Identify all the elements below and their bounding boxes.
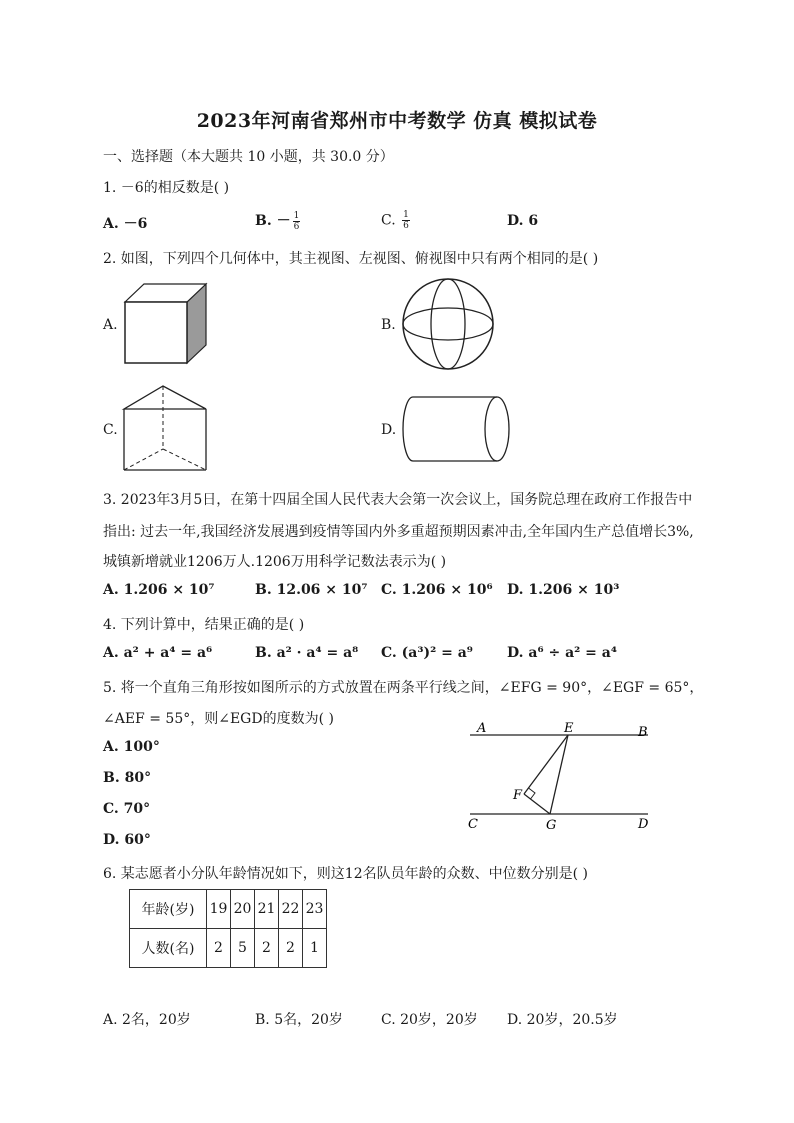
table-row [130, 890, 327, 929]
question-3-option-a: A. 1.206 × 10⁷ [103, 582, 215, 598]
table-cell: 20 [231, 890, 255, 929]
table-cell: 23 [303, 890, 327, 929]
question-4-stem: 4. 下列计算中，结果正确的是( ) [103, 617, 305, 633]
cylinder-figure [400, 394, 514, 464]
fraction: $\frac{1}{6}$ [403, 210, 409, 231]
table-row [130, 929, 327, 968]
question-4-option-d: D. a⁶ ÷ a² = a⁴ [507, 645, 617, 661]
question-4-option-b: B. a² · a⁴ = a⁸ [255, 645, 359, 661]
page-title: 2023年河南省郑州市中考数学 仿真 模拟试卷 [196, 110, 598, 132]
question-2-label-d: D. [381, 422, 397, 438]
age-table [129, 889, 327, 968]
question-3-line-3: 城镇新增就业1206万人.1206万用科学记数法表示为( ) [103, 554, 447, 570]
question-5-line-2: ∠AEF = 55°，则∠EGD的度数为( ) [103, 711, 334, 727]
table-cell: 1 [303, 929, 327, 968]
point-label-g: G [546, 818, 557, 833]
question-5-option-b: B. 80° [103, 770, 152, 786]
sphere-figure [400, 276, 496, 372]
question-5-line-1: 5. 将一个直角三角形按如图所示的方式放置在两条平行线之间，∠EFG = 90°，∠EGF = 65°， [103, 680, 704, 696]
table-cell: 5 [231, 929, 255, 968]
table-cell: 22 [279, 890, 303, 929]
parallel-lines-figure [460, 716, 660, 834]
table-cell: 2 [207, 929, 231, 968]
table-cell: 19 [207, 890, 231, 929]
question-5-option-a: A. 100° [103, 739, 160, 755]
point-label-d: D [638, 817, 649, 832]
point-label-c: C [468, 817, 478, 832]
table-cell: 2 [255, 929, 279, 968]
question-1-option-a: A. －6 [103, 216, 148, 232]
point-label-b: B [638, 725, 648, 740]
question-1-option-c: C. $\frac{1}{6}$ [381, 210, 409, 231]
question-3-option-c: C. 1.206 × 10⁶ [381, 582, 493, 598]
question-4-option-c: C. (a³)² = a⁹ [381, 645, 473, 661]
question-2-stem: 2. 如图，下列四个几何体中，其主视图、左视图、俯视图中只有两个相同的是( ) [103, 251, 599, 267]
question-2-label-c: C. [103, 422, 118, 438]
point-label-e: E [564, 721, 574, 736]
question-5-option-d: D. 60° [103, 832, 151, 848]
point-label-a: A [477, 721, 487, 736]
fraction: $\frac{1}{6}$ [293, 210, 300, 232]
question-3-line-2: 指出: 过去一年,我国经济发展遇到疫情等国内外多重超预期因素冲击,全年国内生产总值增长3%, [103, 524, 694, 540]
triangular-prism-figure [120, 382, 212, 474]
question-6-option-c: C. 20岁，20岁 [381, 1012, 478, 1028]
question-2-label-a: A. [103, 317, 118, 333]
question-4-option-a: A. a² + a⁴ = a⁶ [103, 645, 213, 661]
section-heading: 一、选择题（本大题共 10 小题，共 30.0 分） [103, 149, 394, 165]
question-1-option-b: B. － $\frac{1}{6}$ [255, 210, 300, 232]
question-3-option-b: B. 12.06 × 10⁷ [255, 582, 368, 598]
question-6-option-a: A. 2名，20岁 [103, 1012, 191, 1028]
question-5-option-c: C. 70° [103, 801, 151, 817]
question-6-option-d: D. 20岁，20.5岁 [507, 1012, 618, 1028]
table-header-count: 人数(名) [130, 929, 207, 968]
table-cell: 2 [279, 929, 303, 968]
question-2-label-b: B. [381, 317, 396, 333]
question-1-stem: 1. －6的相反数是( ) [103, 180, 230, 196]
table-cell: 21 [255, 890, 279, 929]
question-6-stem: 6. 某志愿者小分队年龄情况如下，则这12名队员年龄的众数、中位数分别是( ) [103, 866, 588, 882]
question-6-option-b: B. 5名，20岁 [255, 1012, 343, 1028]
question-3-option-d: D. 1.206 × 10³ [507, 582, 620, 598]
table-header-age: 年龄(岁) [130, 890, 207, 929]
question-1-option-d: D. 6 [507, 213, 539, 229]
question-3-line-1: 3. 2023年3月5日，在第十四届全国人民代表大会第一次会议上，国务院总理在政府工作报告中 [103, 492, 693, 508]
point-label-f: F [513, 788, 523, 803]
cube-figure [120, 280, 212, 368]
